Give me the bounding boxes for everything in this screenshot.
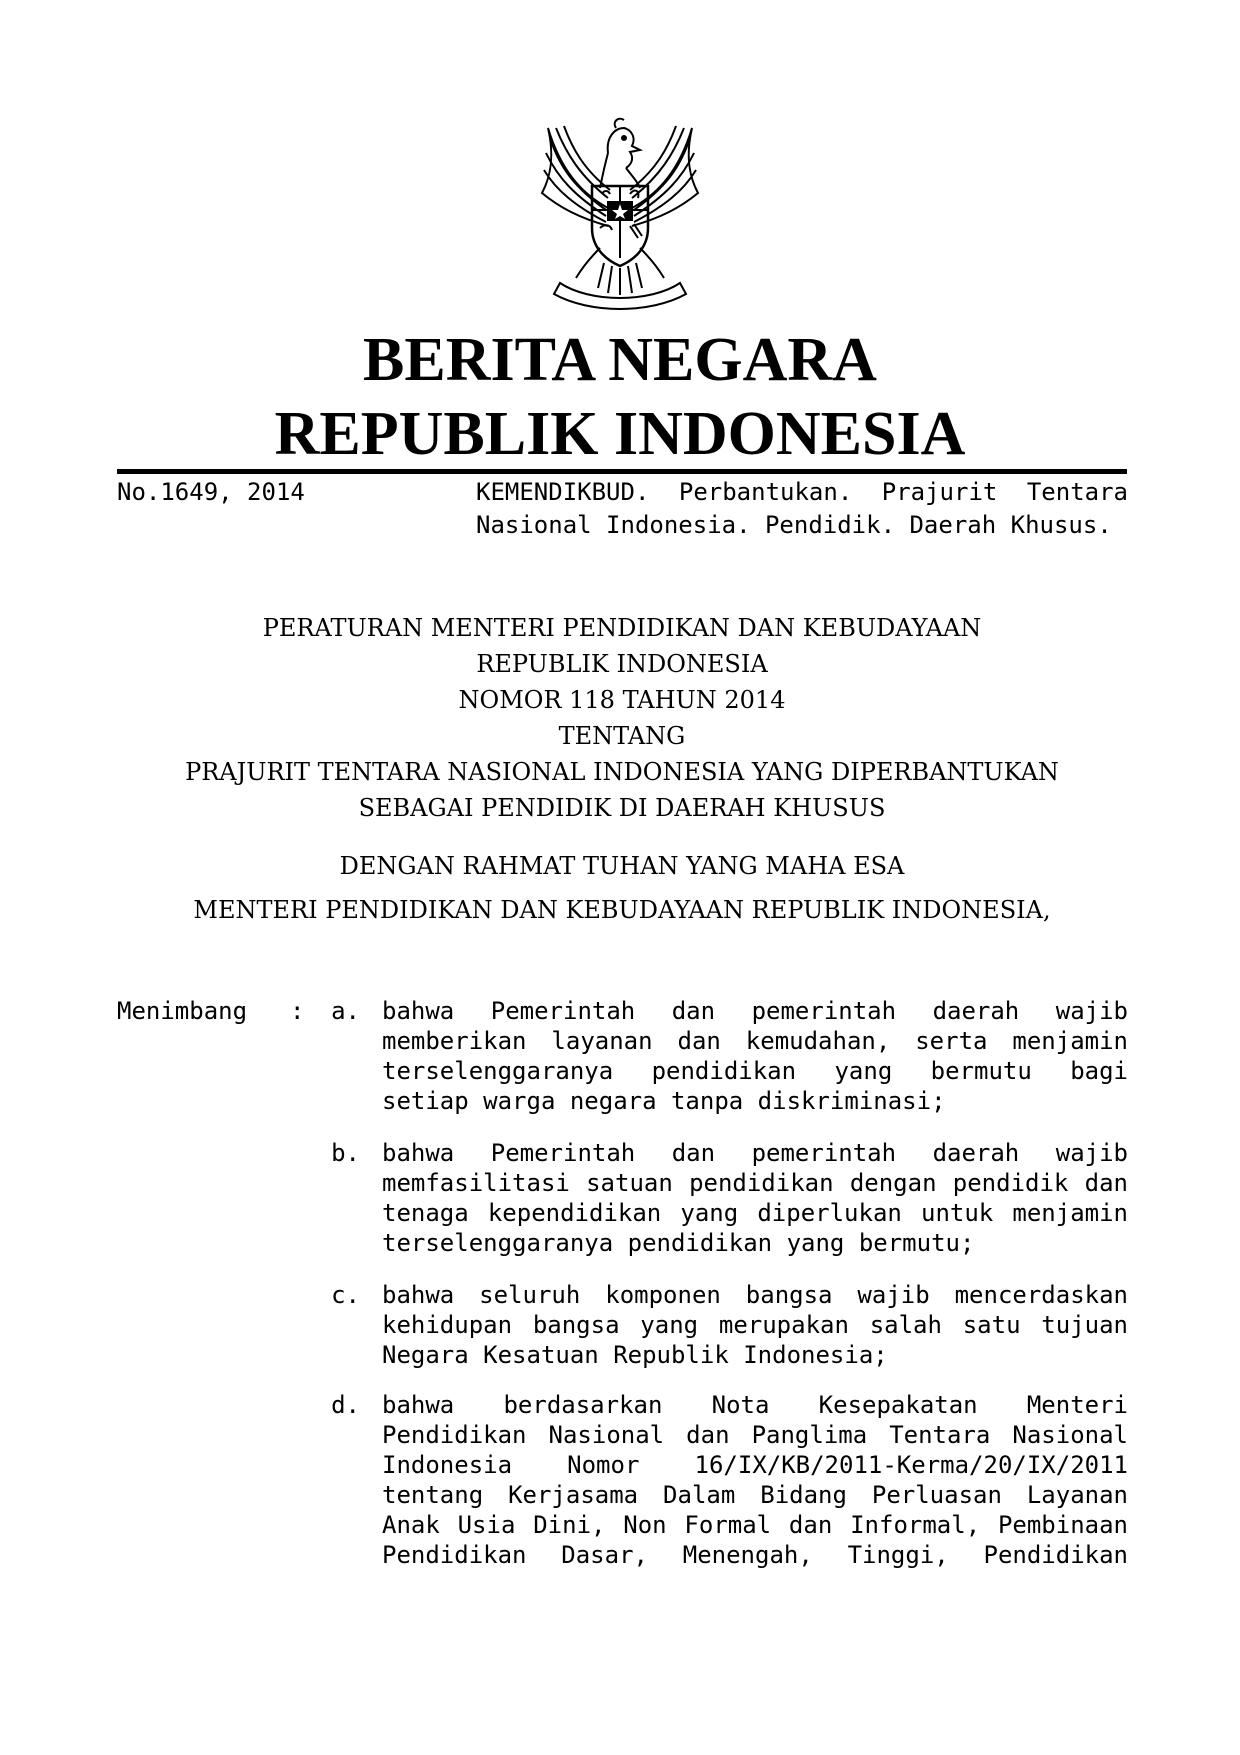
invocation: DENGAN RAHMAT TUHAN YANG MAHA ESA <box>339 852 905 880</box>
regulation-title <box>117 610 1127 826</box>
garuda-icon <box>520 98 720 313</box>
item-letter: a. <box>331 997 360 1025</box>
title-line: REPUBLIK INDONESIA <box>476 650 768 678</box>
gazette-title-line1: BERITA NEGARA <box>363 326 877 394</box>
item-letter: b. <box>331 1139 360 1167</box>
garuda-emblem <box>520 98 720 313</box>
considering-label: Menimbang <box>117 997 248 1025</box>
considering-colon: : <box>290 997 305 1025</box>
title-line: NOMOR 118 TAHUN 2014 <box>458 686 786 714</box>
issuer: MENTERI PENDIDIKAN DAN KEBUDAYAAN REPUBLIK INDONESIA, <box>193 896 1051 924</box>
item-text: bahwa berdasarkan Nota Kesepakatan Menteri Pendidikan Nasional dan Panglima Tentara Nasional Indonesia Nomor 16/IX/KB/2011-Kerma/20/IX/2011 tentang Kerjasama Dalam Bidang Perluasan Layanan Anak Usia Dini, Non Formal dan Informal, Pembinaan Pendidikan Dasar, Menengah, Tinggi, Pendidikan <box>382 1391 1128 1569</box>
gazette-subject: KEMENDIKBUD. Perbantukan. Prajurit Tentara Nasional Indonesia. Pendidik. Daerah Khusus. <box>476 478 1128 539</box>
title-line: PERATURAN MENTERI PENDIDIKAN DAN KEBUDAYAAN <box>262 614 982 642</box>
title-line: SEBAGAI PENDIDIK DI DAERAH KHUSUS <box>358 794 886 822</box>
title-line: PRAJURIT TENTARA NASIONAL INDONESIA YANG DIPERBANTUKAN <box>185 758 1059 786</box>
gazette-title-line2: REPUBLIK INDONESIA <box>274 400 966 468</box>
title-line: TENTANG <box>558 722 686 750</box>
gazette-number: No.1649, 2014 <box>117 478 305 506</box>
item-letter: c. <box>331 1281 360 1309</box>
item-text: bahwa Pemerintah dan pemerintah daerah wajib memberikan layanan dan kemudahan, serta menjamin terselenggaranya pendidikan yang bermutu bagi setiap warga negara tanpa diskriminasi; <box>382 997 1128 1115</box>
item-text: bahwa seluruh komponen bangsa wajib mencerdaskan kehidupan bangsa yang merupakan salah satu tujuan Negara Kesatuan Republik Indonesia; <box>382 1281 1128 1369</box>
item-letter: d. <box>331 1391 360 1419</box>
item-text: bahwa Pemerintah dan pemerintah daerah wajib memfasilitasi satuan pendidikan dengan pendidik dan tenaga kependidikan yang diperlukan untuk menjamin terselenggaranya pendidikan yang bermutu; <box>382 1139 1128 1257</box>
header-divider <box>117 469 1127 474</box>
